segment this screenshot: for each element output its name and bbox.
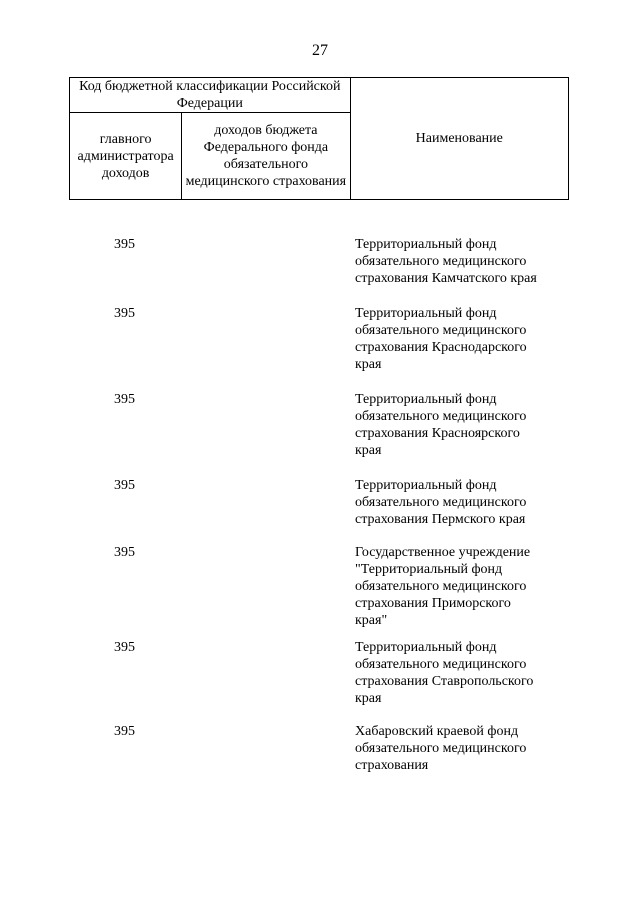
entry-name: Территориальный фонд обязательного медицинского страхования Камчатского края [355, 237, 537, 286]
entry-name: Территориальный фонд обязательного медицинского страхования Краснодарского края [355, 306, 527, 372]
entry-name: Территориальный фонд обязательного медицинского страхования Ставропольского края [355, 640, 534, 706]
code-group-title: Код бюджетной классификации Российской Федерации [70, 78, 351, 113]
entry-name: Государственное учреждение "Территориальный фонд обязательного медицинского страхования Приморского края" [355, 545, 531, 628]
entry-code: 395 [114, 306, 135, 321]
name-column-header: Наименование [350, 78, 568, 200]
entry-code: 395 [114, 545, 135, 560]
classification-header-table [69, 77, 569, 200]
entry-name: Территориальный фонд обязательного медицинского страхования Красноярского края [355, 392, 527, 458]
entry-code: 395 [114, 640, 135, 655]
page-number: 27 [312, 42, 328, 59]
admin-column-header: главного администратора доходов [70, 113, 182, 200]
entry-code: 395 [114, 478, 135, 493]
income-column-header: доходов бюджета Федерального фонда обязательного медицинского страхования [182, 113, 350, 200]
entry-name: Территориальный фонд обязательного медицинского страхования Пермского края [355, 478, 527, 527]
entry-code: 395 [114, 237, 135, 252]
entry-code: 395 [114, 724, 135, 739]
entry-name: Хабаровский краевой фонд обязательного медицинского страхования [355, 724, 527, 773]
entry-code: 395 [114, 392, 135, 407]
